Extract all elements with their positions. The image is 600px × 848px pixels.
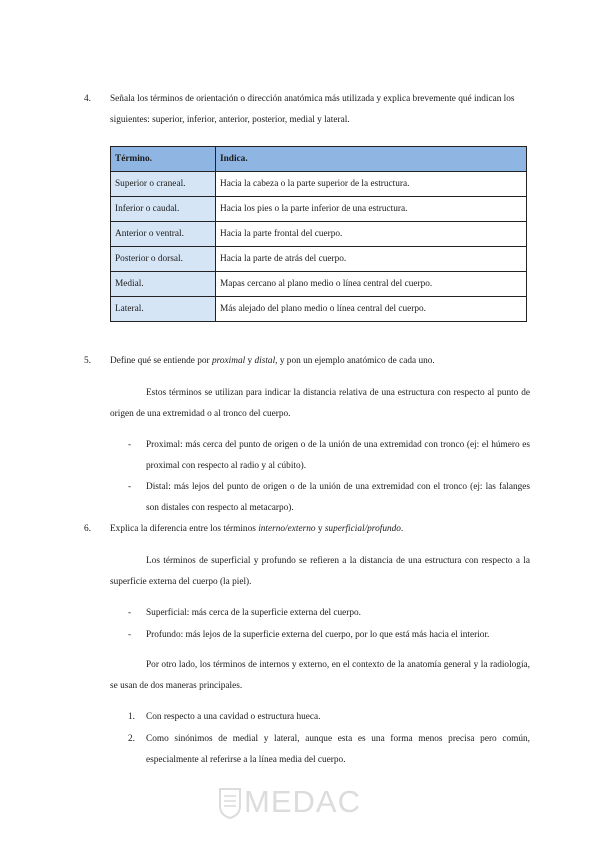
question-4-number: 4. xyxy=(84,94,91,104)
table-cell-term: Posterior o dorsal. xyxy=(111,247,216,272)
table-cell-meaning: Más alejado del plano medio o línea central del cuerpo. xyxy=(216,297,527,322)
term-distal: distal xyxy=(254,356,276,366)
bullet-distal: Distal: más lejos del punto de origen o de la unión de una extremidad con el tronco (ej: las falanges son distales con respecto al metacarpo). xyxy=(146,482,530,513)
bullet-marker: - xyxy=(128,440,132,450)
table-cell-meaning: Hacia los pies o la parte inferior de una estructura. xyxy=(216,197,527,222)
table-row xyxy=(111,222,527,247)
table-cell-term: Lateral. xyxy=(111,297,216,322)
table-cell-term: Anterior o ventral. xyxy=(111,222,216,247)
table-cell-term: Superior o craneal. xyxy=(111,172,216,197)
list-item: Como sinónimos de medial y lateral, aunque esta es una forma menos precisa pero común, especialmente al referirse a la línea media del cuerpo. xyxy=(146,734,530,765)
term-interno-externo: interno/externo xyxy=(258,524,316,534)
term-superficial-profundo: superficial/profundo xyxy=(324,524,401,534)
list-number: 1. xyxy=(128,712,135,722)
orientation-terms-table xyxy=(110,146,527,322)
question-6-paragraph-1: Los términos de superficial y profundo se refieren a la distancia de una estructura con respecto a la superficie externa del cuerpo (la piel). xyxy=(110,556,530,587)
table-cell-meaning: Mapas cercano al plano medio o línea central del cuerpo. xyxy=(216,272,527,297)
medac-shield-icon xyxy=(218,786,242,820)
table-row xyxy=(111,197,527,222)
list-item: Con respecto a una cavidad o estructura hueca. xyxy=(146,712,321,722)
bullet-profundo: Profundo: más lejos de la superficie externa del cuerpo, por lo que está más hacia el interior. xyxy=(146,630,490,640)
question-5-text-part: y xyxy=(245,356,255,366)
list-number: 2. xyxy=(128,734,135,744)
bullet-proximal: Proximal: más cerca del punto de origen o de la unión de una extremidad con tronco (ej: el húmero es proximal con respecto al radio y al cúbito). xyxy=(146,440,530,471)
question-5-paragraph: Estos términos se utilizan para indicar la distancia relativa de una estructura con respecto al punto de origen de una extremidad o al tronco del cuerpo. xyxy=(110,388,530,419)
bullet-superficial: Superficial: más cerca de la superficie externa del cuerpo. xyxy=(146,608,362,618)
question-6-text-part: y xyxy=(315,524,325,534)
question-6-paragraph-2: Por otro lado, los términos de internos y externo, en el contexto de la anatomía general y la radiología, se usan de dos maneras principales. xyxy=(110,660,530,691)
table-header-meaning: Indica. xyxy=(216,147,527,172)
bullet-marker: - xyxy=(128,608,132,618)
question-5-text-part: Define qué se entiende por xyxy=(110,356,212,366)
question-6-text xyxy=(110,519,530,540)
term-proximal: proximal xyxy=(211,356,246,366)
question-5-text-part: , y pon un ejemplo anatómico de cada uno. xyxy=(275,356,435,366)
question-6-text-part: Explica la diferencia entre los términos xyxy=(110,524,259,534)
bullet-marker: - xyxy=(128,482,132,492)
question-5-text xyxy=(110,351,530,372)
table-row xyxy=(111,247,527,272)
question-5-number: 5. xyxy=(84,356,91,366)
table-row xyxy=(111,272,527,297)
table-cell-meaning: Hacia la parte de atrás del cuerpo. xyxy=(216,247,527,272)
medac-logo-text: MEDAC xyxy=(244,784,361,819)
table-cell-term: Inferior o caudal. xyxy=(111,197,216,222)
question-4-text: Señala los términos de orientación o dirección anatómica más utilizada y explica brevemente qué indican los siguientes: superior, inferior, anterior, posterior, medial y lateral. xyxy=(110,94,515,125)
table-cell-meaning: Hacia la cabeza o la parte superior de la estructura. xyxy=(216,172,527,197)
bullet-marker: - xyxy=(128,630,132,640)
question-6-number: 6. xyxy=(84,524,91,534)
table-cell-meaning: Hacia la parte frontal del cuerpo. xyxy=(216,222,527,247)
question-6-text-part: . xyxy=(400,524,404,534)
table-header-row xyxy=(111,147,527,172)
table-cell-term: Medial. xyxy=(111,272,216,297)
table-header-term: Término. xyxy=(111,147,216,172)
table-row xyxy=(111,172,527,197)
table-row xyxy=(111,297,527,322)
